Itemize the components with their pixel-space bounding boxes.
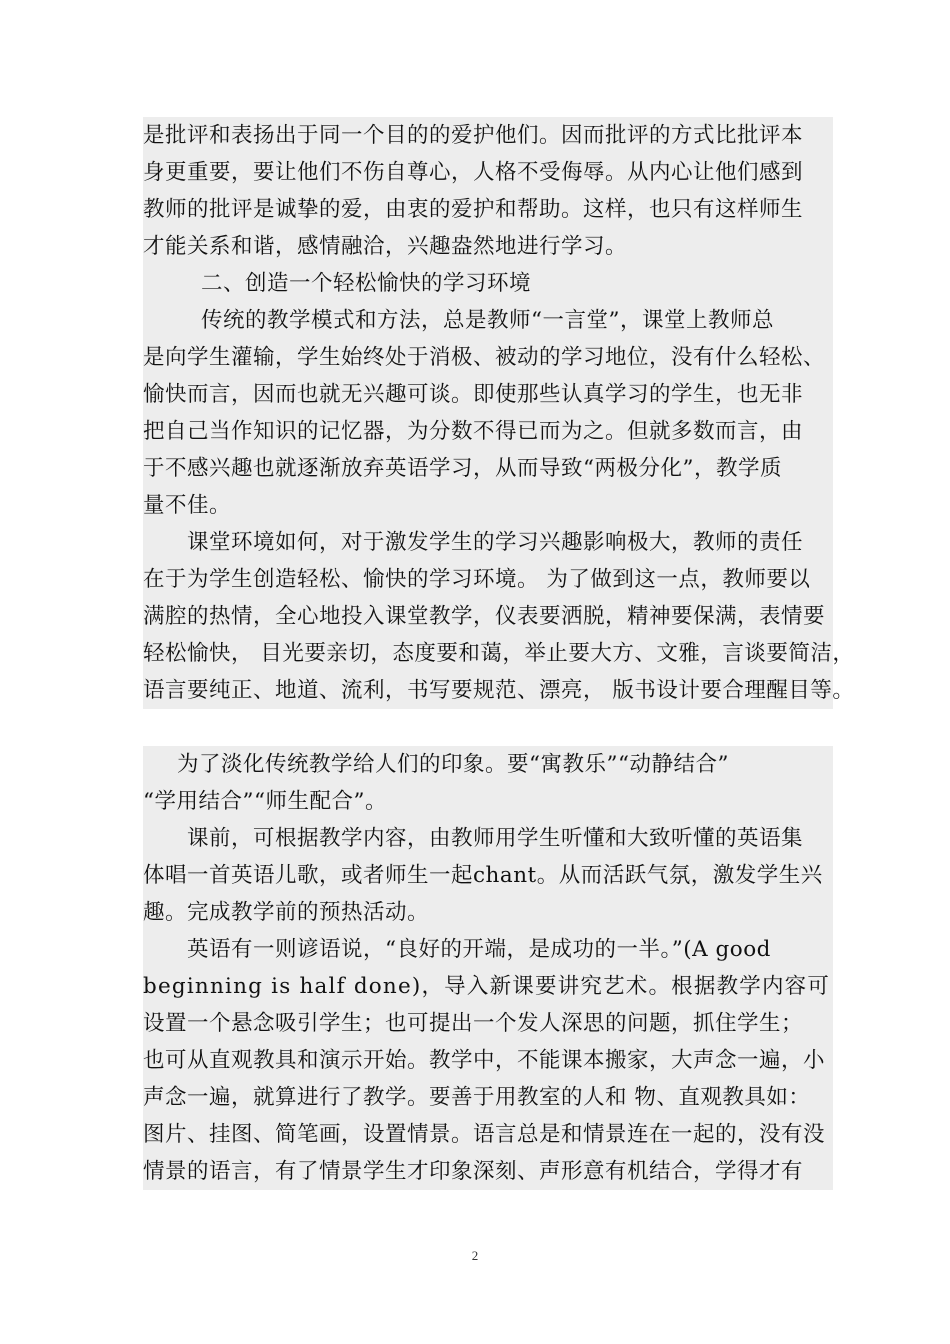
section-heading: 二、创造一个轻松愉快的学习环境	[201, 271, 532, 296]
text-line: 语言要纯正、地道、流利，书写要规范、漂亮， 版书设计要合理醒目等。	[143, 678, 855, 703]
text-line: 声念一遍，就算进行了教学。要善于用教室的人和 物、直观教具如：	[143, 1085, 811, 1110]
text-line: 图片、挂图、简笔画，设置情景。语言总是和情景连在一起的，没有没	[143, 1122, 826, 1147]
text-line: 满腔的热情，全心地投入课堂教学，仪表要洒脱，精神要保满，表情要	[143, 604, 826, 629]
body-text	[143, 117, 855, 1190]
text-line: 把自己当作知识的记忆器，为分数不得已而为之。但就多数而言，由	[143, 419, 804, 444]
text-line: 体唱一首英语儿歌，或者师生一起chant。从而活跃气氛，激发学生兴	[143, 863, 823, 888]
text-line: 量不佳。	[143, 493, 232, 518]
text-line: 趣。完成教学前的预热活动。	[143, 900, 430, 925]
text-line: 设置一个悬念吸引学生；也可提出一个发人深思的问题，抓住学生；	[143, 1011, 804, 1036]
text-line: 情景的语言，有了情景学生才印象深刻、声形意有机结合，学得才有	[143, 1159, 804, 1184]
page-number: 2	[471, 1248, 479, 1263]
blank-line	[143, 709, 833, 746]
text-line: 轻松愉快， 目光要亲切，态度要和蔼，举止要大方、文雅，言谈要简洁，	[143, 641, 855, 666]
text-line: 是向学生灌输，学生始终处于消极、被动的学习地位，没有什么轻松、	[143, 345, 826, 370]
text-line: 才能关系和谐，感情融洽，兴趣盎然地进行学习。	[143, 234, 628, 259]
text-line: 也可从直观教具和演示开始。教学中，不能课本搬家，大声念一遍，小	[143, 1048, 826, 1073]
text-line: 身更重要，要让他们不伤自尊心，人格不受侮辱。从内心让他们感到	[143, 160, 804, 185]
text-line: 课堂环境如何，对于激发学生的学习兴趣影响极大，教师的责任	[187, 530, 804, 555]
text-line: 教师的批评是诚挚的爱，由衷的爱护和帮助。这样，也只有这样师生	[143, 197, 804, 222]
text-line: beginning is half done)，导入新课要讲究艺术。根据教学内容可	[143, 974, 831, 999]
text-line: 课前，可根据教学内容，由教师用学生听懂和大致听懂的英语集	[187, 826, 804, 851]
text-line: 于不感兴趣也就逐渐放弃英语学习，从而导致“两极分化”，教学质	[143, 456, 782, 481]
text-line: 英语有一则谚语说，“良好的开端，是成功的一半。”(A good	[187, 937, 771, 962]
text-line: “学用结合”“师生配合”。	[143, 789, 387, 814]
text-line: 为了淡化传统教学给人们的印象。要“寓教乐”“动静结合”	[177, 752, 729, 777]
text-line: 在于为学生创造轻松、愉快的学习环境。 为了做到这一点，教师要以	[143, 567, 811, 592]
text-line: 是批评和表扬出于同一个目的的爱护他们。因而批评的方式比批评本	[143, 123, 804, 148]
text-line: 传统的教学模式和方法，总是教师“一言堂”，课堂上教师总	[201, 308, 774, 333]
text-line: 愉快而言，因而也就无兴趣可谈。即使那些认真学习的学生，也无非	[143, 382, 804, 407]
